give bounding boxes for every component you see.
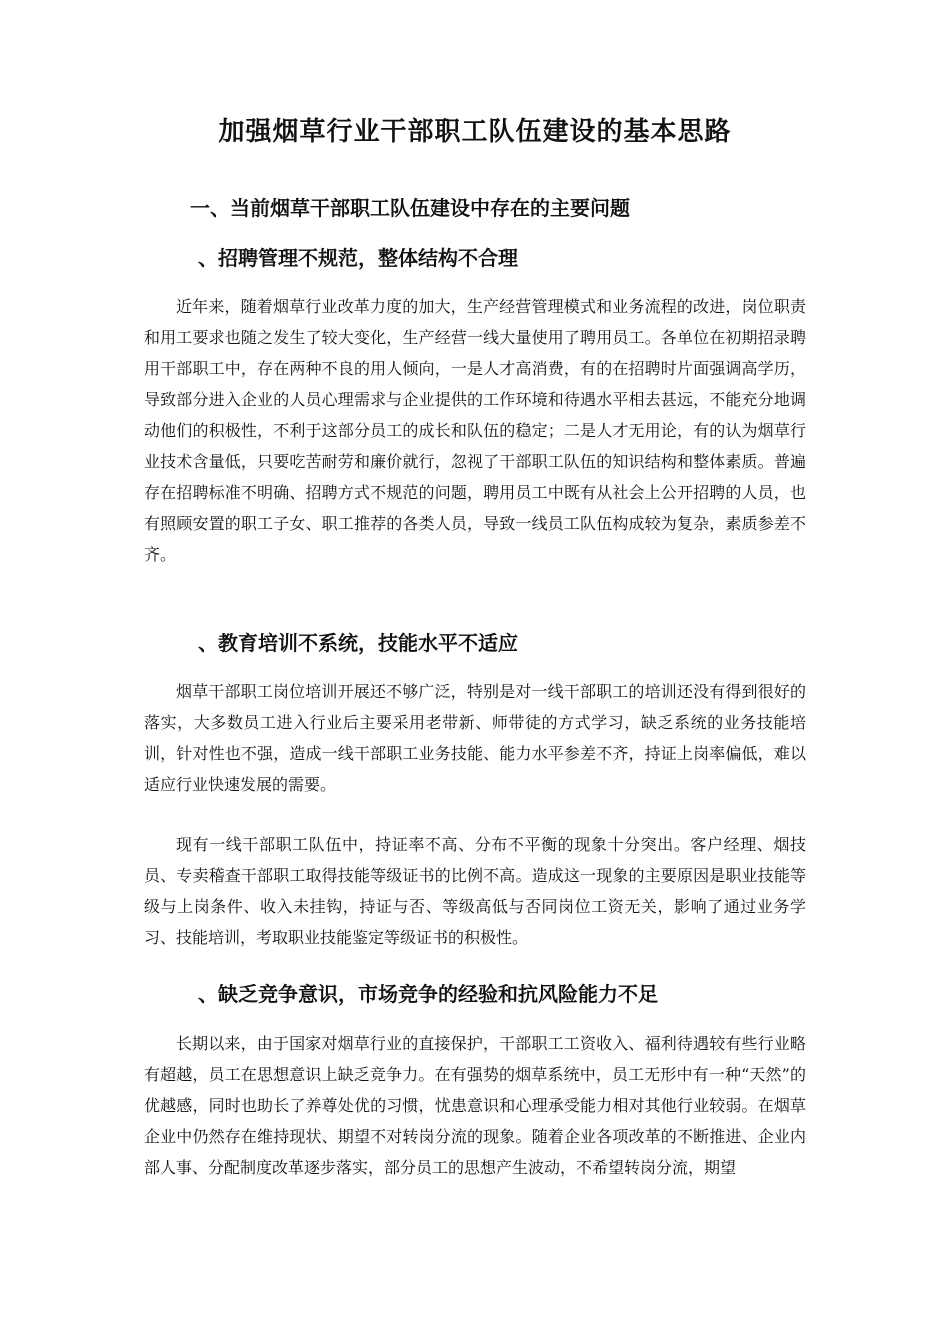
subsection-heading-competition: 、缺乏竞争意识，市场竞争的经验和抗风险能力不足	[198, 982, 658, 1006]
paragraph-competition: 长期以来，由于国家对烟草行业的直接保护，干部职工工资收入、福利待遇较有些行业略有超越，员工在思想意识上缺乏竞争力。在有强势的烟草系统中，员工无形中有一种“天然”的优越感，同时也助长了养尊处优的习惯，忧患意识和心理承受能力相对其他行业较弱。在烟草企业中仍然存在维持现状、期望不对转岗分流的现象。随着企业各项改革的不断推进、企业内部人事、分配制度改革逐步落实，部分员工的思想产生波动，不希望转岗分流，期望	[144, 1034, 806, 1177]
page-title: 加强烟草行业干部职工队伍建设的基本思路	[218, 117, 732, 147]
subsection-heading-training: 、教育培训不系统，技能水平不适应	[198, 631, 518, 655]
subsection-heading-recruitment: 、招聘管理不规范，整体结构不合理	[198, 246, 518, 270]
section-heading: 一、当前烟草干部职工队伍建设中存在的主要问题	[190, 196, 630, 220]
paragraph-recruitment: 近年来，随着烟草行业改革力度的加大，生产经营管理模式和业务流程的改进，岗位职责和用工要求也随之发生了较大变化，生产经营一线大量使用了聘用员工。各单位在初期招录聘用干部职工中，存在两种不良的用人倾向，一是人才高消费，有的在招聘时片面强调高学历，导致部分进入企业的人员心理需求与企业提供的工作环境和待遇水平相去甚远，不能充分地调动他们的积极性，不利于这部分员工的成长和队伍的稳定；二是人才无用论，有的认为烟草行业技术含量低，只要吃苦耐劳和廉价就行，忽视了干部职工队伍的知识结构和整体素质。普遍存在招聘标准不明确、招聘方式不规范的问题，聘用员工中既有从社会上公开招聘的人员，也有照顾安置的职工子女、职工推荐的各类人员，导致一线员工队伍构成较为复杂，素质参差不齐。	[144, 297, 806, 564]
paragraph-training: 烟草干部职工岗位培训开展还不够广泛，特别是对一线干部职工的培训还没有得到很好的落实，大多数员工进入行业后主要采用老带新、师带徒的方式学习，缺乏系统的业务技能培训，针对性也不强，造成一线干部职工业务技能、能力水平参差不齐，持证上岗率偏低，难以适应行业快速发展的需要。	[144, 682, 806, 794]
paragraph-certification: 现有一线干部职工队伍中，持证率不高、分布不平衡的现象十分突出。客户经理、烟技员、专卖稽查干部职工取得技能等级证书的比例不高。造成这一现象的主要原因是职业技能等级与上岗条件、收入未挂钩，持证与否、等级高低与否同岗位工资无关，影响了通过业务学习、技能培训，考取职业技能鉴定等级证书的积极性。	[144, 835, 806, 947]
